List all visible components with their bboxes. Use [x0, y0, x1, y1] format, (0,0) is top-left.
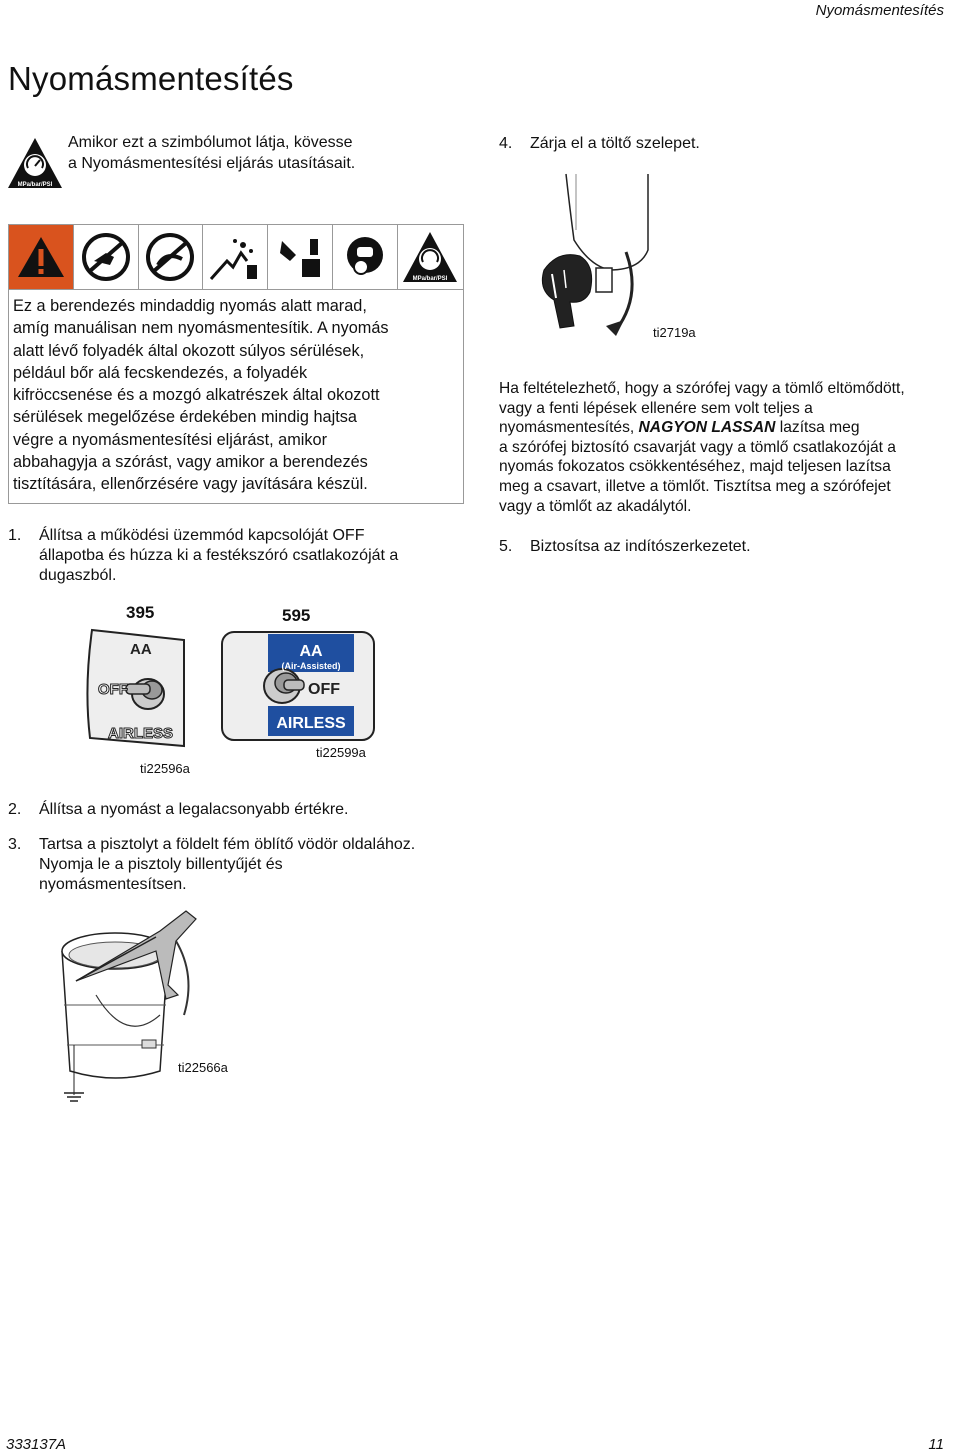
warning-text: [9, 289, 463, 496]
step-number: 3.: [8, 836, 22, 853]
switch-panel-395: [80, 628, 190, 750]
pressure-relief-symbol-icon: [6, 136, 64, 190]
clog-line: vagy a fenti lépések ellenére sem volt teljes a: [499, 399, 813, 417]
switch-panel-595: [220, 628, 378, 744]
step-line: nyomásmentesítsen.: [39, 876, 187, 893]
clog-line-text: lazítsa meg: [775, 419, 860, 437]
step-line: állapotba és húzza ki a festékszóró csatlakozóját a: [39, 547, 399, 564]
moving-parts-icon: [268, 225, 333, 289]
warning-line: például bőr alá fecskendezés, a folyadék: [13, 363, 308, 382]
intro-text: [68, 132, 428, 174]
page-title: Nyomásmentesítés: [8, 60, 294, 97]
step-line: Tartsa a pisztolyt a földelt fém öblítő vödör oldalához.: [39, 836, 416, 853]
splash-injury-icon: [203, 225, 268, 289]
aa-label: AA: [299, 643, 323, 660]
aa-label: AA: [130, 641, 152, 658]
clog-line: nyomás fokozatos csökkentéséhez, majd teljesen lazítsa: [499, 458, 891, 476]
intro-line: Amikor ezt a szimbólumot látja, kövesse: [68, 134, 353, 151]
off-label: OFF: [308, 681, 340, 698]
warning-line: kifröccsenése és a mozgó alkatrészek által okozott: [13, 386, 380, 405]
step-line: Nyomja le a pisztoly billentyűjét és: [39, 856, 283, 873]
step-line: dugaszból.: [39, 567, 117, 584]
figure-caption: ti22596a: [140, 761, 190, 776]
warning-box: [8, 224, 464, 504]
warning-line: végre a nyomásmentesítési eljárást, amikor: [13, 430, 327, 449]
document-number: 333137A: [6, 1436, 67, 1453]
step-text: Zárja el a töltő szelepet.: [530, 135, 700, 152]
pressure-relief-icon: [398, 225, 463, 289]
model-395-label: 395: [126, 603, 155, 622]
warning-line: amíg manuálisan nem nyomásmentesítik. A nyomás: [13, 319, 389, 338]
warning-line: Ez a berendezés mindaddig nyomás alatt marad,: [13, 297, 367, 315]
clog-line: meg a csavart, illetve a tömlőt. Tisztítsa meg a szórófejet: [499, 477, 891, 495]
model-595-label: 595: [282, 606, 311, 625]
step-number: 5.: [499, 538, 513, 555]
step-number: 4.: [499, 135, 513, 152]
step-number: 1.: [8, 527, 22, 544]
running-header: Nyomásmentesítés: [815, 2, 944, 19]
page-number: 11: [928, 1436, 944, 1453]
warning-icon-row: [9, 225, 463, 289]
warning-line: abbahagyja a szórást, vagy amikor a berendezés: [13, 453, 368, 472]
clog-line-text: nyomásmentesítés,: [499, 419, 639, 437]
clog-paragraph: [499, 379, 954, 516]
air-assisted-label: (Air-Assisted): [281, 661, 341, 671]
step-text: Biztosítsa az indítószerkezetet.: [530, 538, 751, 555]
step-text: Állítsa a nyomást a legalacsonyabb értékre.: [39, 801, 349, 818]
warning-line: tisztítására, ellenőrzésére vagy javítására készül.: [13, 475, 368, 494]
step-text: [39, 835, 469, 895]
drain-valve-illustration: [530, 170, 670, 350]
intro-line: a Nyomásmentesítési eljárás utasításait.: [68, 155, 356, 172]
emphasis-text: NAGYON LASSAN: [638, 419, 776, 437]
off-label: OFF: [98, 681, 128, 698]
warning-triangle-icon: [9, 225, 74, 289]
step-text: [39, 526, 398, 586]
icon-badge-label: MPa/bar/PSI: [412, 276, 448, 282]
face-protection-icon: [333, 225, 398, 289]
clog-line: a szórófej biztosító csavarját vagy a tömlő csatlakozóját a: [499, 438, 896, 456]
step-line: Állítsa a működési üzemmód kapcsolóját OFF: [39, 527, 365, 544]
clog-line: vagy a tömlőt az akadálytól.: [499, 497, 692, 515]
step-number: 2.: [8, 801, 22, 818]
warning-line: sérülések megelőzése érdekében mindig hajtsa: [13, 408, 357, 427]
airless-label: AIRLESS: [108, 725, 174, 742]
warning-line: alatt lévő folyadék által okozott súlyos sérülések,: [13, 341, 365, 360]
figure-caption: ti2719a: [653, 325, 696, 340]
figure-caption: ti22566a: [178, 1060, 228, 1075]
clog-line: Ha feltételezhető, hogy a szórófej vagy a tömlő eltömődött,: [499, 380, 905, 397]
figure-caption: ti22599a: [316, 745, 366, 760]
clog-line: [499, 418, 954, 438]
no-hose-icon: [139, 225, 204, 289]
no-hand-spray-icon: [74, 225, 139, 289]
airless-label: AIRLESS: [276, 715, 346, 732]
badge-label: MPa/bar/PSI: [17, 182, 53, 188]
